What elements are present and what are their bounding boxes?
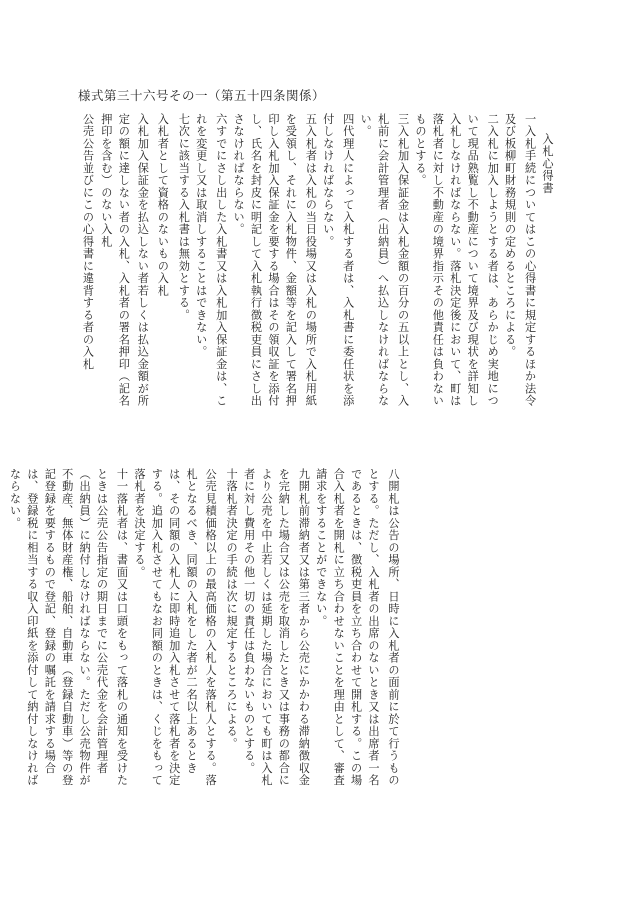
rule-item-11: 十一落札者は、書面又は口頭をもって落札の通知を受けたときは公売公告指定の期日までに公売代金を会計管理者（出納員）に納付しなければならない。ただし公売物件が不動産、無体財産権、船舶、自動車（登録自動車）等の登記登録を要するもので登記、登録の嘱託を請求する場合は、登録税に相当する収入印紙を添付して納付しなければならない。 <box>8 468 129 787</box>
rules-lower-block <box>6 468 402 798</box>
rule-item-1: 一入札手続についてはこの心得書に規定するほか法令及び板柳町財務規則の定めるところによる。 <box>503 113 537 407</box>
rule-item-4: 四代理人によって入札する者は、入札書に委任状を添付しなければならない。 <box>321 113 355 407</box>
rule-subitem: 公売見積価格以上の最高価格の入札人を落札人とする。落札となるべき、同額の入札をした者が二名以上あるときは、その同額の入札人に即時追加入札させて落札者を決定する。追加入札させてもなお同額のときは、くじをもって落札者を決定する。 <box>132 468 218 787</box>
rule-item-2: 二入札に加入しようとする者は、あらかじめ実地について現品熟覧し不動産について境界及び現状を詳知し入札しなければならない。落札決定後において、町は落札者に対し不動産の境界指示その他責任は負わないものとする。 <box>413 113 500 407</box>
rules-upper-block <box>78 113 557 413</box>
rule-item-8: 八開札は公告の場所、日時に入札者の面前に於て行うものとする。ただし、入札者の出席のないとき又は出席者一名であるときは、徴税吏員を立ち合わせて開札する。この場合入札者を開札に立ち合わせないことを理由として、審査請求をすることができない。 <box>314 468 400 787</box>
rule-subitem: 入札者として資格のないもの入札 <box>156 113 170 297</box>
rule-item-5: 五入札者は入札の当日役場又は入札の場所で入札用紙を受領し、それに入札物件、金額等を記入して署名押印し入札加入保証金を要する場合はその領収証を添付し、氏名を封皮に明記して入札執行徴税吏員にさし出さなければならない。 <box>232 113 318 407</box>
rule-subitem: 入札加入保証金を払込しない者若しくは払込金額が所定の額に達しない者の入札、入札者の署名押印（記名押印を含む）のない入札 <box>99 113 150 407</box>
rule-item-10: 十落札者決定の手続は次に規定するところによる。 <box>225 468 239 750</box>
form-title: 様式第三十六号その一（第五十四条関係） <box>78 88 326 103</box>
rule-item-9: 九開札前滞納者又は第三者から公売にかかわる滞納徴収金を完納した場合又は公売を取消したとき又は事務の都合により公売を中止若しくは延期した場合においても町は入札者に対し費用その他一切の責任は負わないものとする。 <box>242 468 311 787</box>
document-heading: 入札心得書 <box>541 133 554 195</box>
rule-subitem: 公売公告並びにこの心得書に違背する者の入札 <box>81 113 95 371</box>
rule-item-6: 六すでにさし出した入札書又は入札加入保証金は、これを変更し又は取消しすることはできない。 <box>194 113 228 407</box>
rule-item-3: 三入札加入保証金は入札金額の百分の五以上とし、入札前に会計管理者（出納員）へ払込しなければならない。 <box>359 113 410 407</box>
rule-item-7: 七次に該当する入札書は無効とする。 <box>177 113 191 322</box>
